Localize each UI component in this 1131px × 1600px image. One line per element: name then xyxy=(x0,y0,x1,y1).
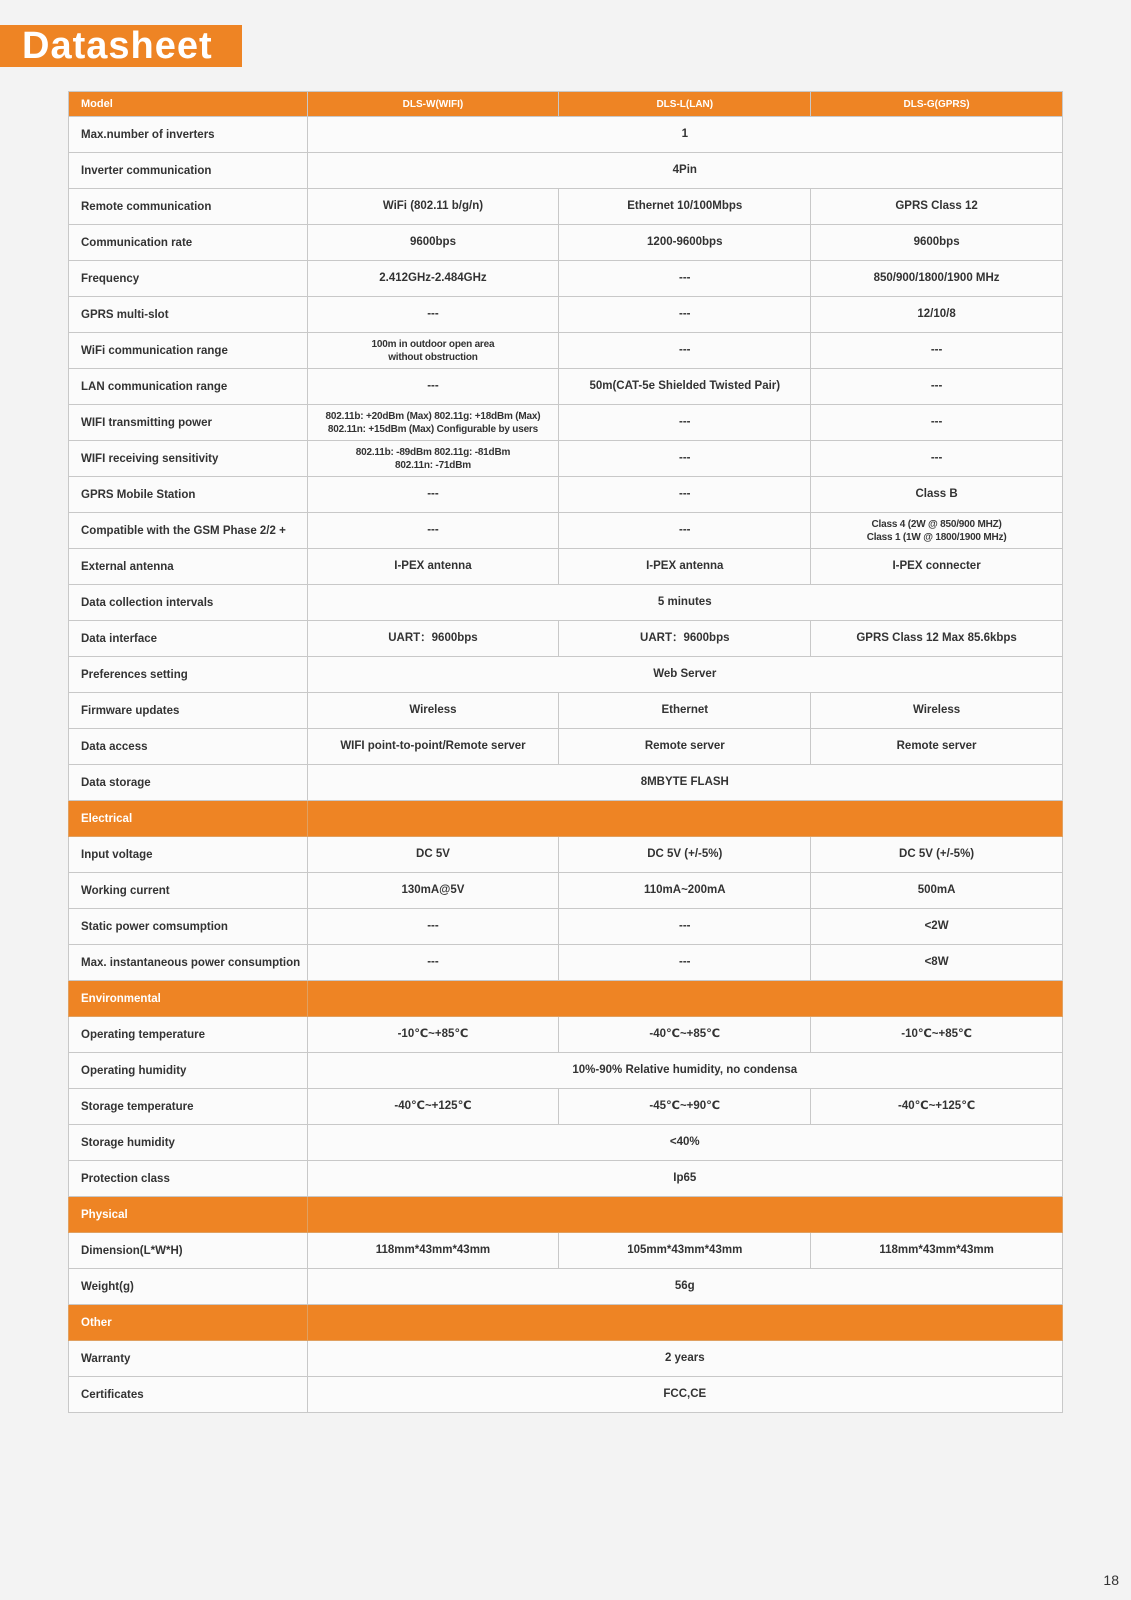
table-row xyxy=(69,837,1063,873)
row-value: --- xyxy=(811,441,1063,477)
table-row xyxy=(69,333,1063,369)
row-value: -10℃~+85℃ xyxy=(307,1017,559,1053)
row-value: Remote server xyxy=(811,729,1063,765)
row-value: 1200-9600bps xyxy=(559,225,811,261)
row-value: --- xyxy=(307,909,559,945)
section-row xyxy=(69,981,1063,1017)
row-value: --- xyxy=(307,477,559,513)
table-row xyxy=(69,297,1063,333)
table-row xyxy=(69,117,1063,153)
table-row xyxy=(69,585,1063,621)
table-row xyxy=(69,1341,1063,1377)
row-label: Storage humidity xyxy=(69,1125,308,1161)
table-row xyxy=(69,945,1063,981)
header-col-wifi: DLS-W(WIFI) xyxy=(307,92,559,117)
section-fill xyxy=(307,1197,1062,1233)
row-value: -10℃~+85℃ xyxy=(811,1017,1063,1053)
table-row xyxy=(69,1161,1063,1197)
row-value: Class 4 (2W @ 850/900 MHZ) Class 1 (1W @ 1800/1900 MHz) xyxy=(811,513,1063,549)
row-label: Data interface xyxy=(69,621,308,657)
table-row xyxy=(69,261,1063,297)
table-row xyxy=(69,621,1063,657)
row-label: Data access xyxy=(69,729,308,765)
row-label: Certificates xyxy=(69,1377,308,1413)
spec-table-body xyxy=(69,117,1063,1413)
page-number: 18 xyxy=(1103,1572,1119,1588)
row-label: Operating humidity xyxy=(69,1053,308,1089)
row-value: --- xyxy=(559,909,811,945)
table-row xyxy=(69,1053,1063,1089)
table-row xyxy=(69,477,1063,513)
row-value: <2W xyxy=(811,909,1063,945)
row-value: --- xyxy=(559,297,811,333)
row-value: Ip65 xyxy=(307,1161,1062,1197)
row-value: GPRS Class 12 Max 85.6kbps xyxy=(811,621,1063,657)
table-row xyxy=(69,441,1063,477)
section-row xyxy=(69,1197,1063,1233)
row-value: 56g xyxy=(307,1269,1062,1305)
row-value: 802.11b: +20dBm (Max) 802.11g: +18dBm (Max) 802.11n: +15dBm (Max) Configurable by users xyxy=(307,405,559,441)
row-value: Ethernet 10/100Mbps xyxy=(559,189,811,225)
row-value: 8MBYTE FLASH xyxy=(307,765,1062,801)
row-value: <40% xyxy=(307,1125,1062,1161)
row-value: Class B xyxy=(811,477,1063,513)
row-value: --- xyxy=(307,369,559,405)
row-value: 118mm*43mm*43mm xyxy=(811,1233,1063,1269)
row-label: Inverter communication xyxy=(69,153,308,189)
row-label: Protection class xyxy=(69,1161,308,1197)
row-value: 5 minutes xyxy=(307,585,1062,621)
row-value: 50m(CAT-5e Shielded Twisted Pair) xyxy=(559,369,811,405)
row-value: -45℃~+90℃ xyxy=(559,1089,811,1125)
row-value: DC 5V (+/-5%) xyxy=(811,837,1063,873)
row-value: GPRS Class 12 xyxy=(811,189,1063,225)
table-row xyxy=(69,1233,1063,1269)
row-value: 130mA@5V xyxy=(307,873,559,909)
row-label: Communication rate xyxy=(69,225,308,261)
spec-table xyxy=(68,91,1063,1413)
header-col-lan: DLS-L(LAN) xyxy=(559,92,811,117)
row-label: Working current xyxy=(69,873,308,909)
row-label: Storage temperature xyxy=(69,1089,308,1125)
row-value: 12/10/8 xyxy=(811,297,1063,333)
row-label: WiFi communication range xyxy=(69,333,308,369)
row-label: Compatible with the GSM Phase 2/2 + xyxy=(69,513,308,549)
row-value: I-PEX antenna xyxy=(559,549,811,585)
row-value: --- xyxy=(811,369,1063,405)
row-value: 802.11b: -89dBm 802.11g: -81dBm 802.11n: -71dBm xyxy=(307,441,559,477)
row-value: I-PEX antenna xyxy=(307,549,559,585)
row-label: Data storage xyxy=(69,765,308,801)
section-fill xyxy=(307,1305,1062,1341)
section-row xyxy=(69,1305,1063,1341)
row-value: UART：9600bps xyxy=(307,621,559,657)
row-value: 105mm*43mm*43mm xyxy=(559,1233,811,1269)
row-value: 110mA~200mA xyxy=(559,873,811,909)
header-col-gprs: DLS-G(GPRS) xyxy=(811,92,1063,117)
table-row xyxy=(69,693,1063,729)
row-value: --- xyxy=(559,333,811,369)
table-row xyxy=(69,873,1063,909)
table-row xyxy=(69,153,1063,189)
row-value: --- xyxy=(307,513,559,549)
row-value: 4Pin xyxy=(307,153,1062,189)
section-fill xyxy=(307,801,1062,837)
row-value: 2 years xyxy=(307,1341,1062,1377)
table-row xyxy=(69,405,1063,441)
row-value: --- xyxy=(307,945,559,981)
table-row xyxy=(69,1089,1063,1125)
table-row xyxy=(69,657,1063,693)
table-row xyxy=(69,549,1063,585)
row-label: LAN communication range xyxy=(69,369,308,405)
row-label: WIFI receiving sensitivity xyxy=(69,441,308,477)
row-label: Input voltage xyxy=(69,837,308,873)
row-value: -40℃~+85℃ xyxy=(559,1017,811,1053)
row-value: Ethernet xyxy=(559,693,811,729)
row-label: Operating temperature xyxy=(69,1017,308,1053)
row-value: 10%-90% Relative humidity, no condensa xyxy=(307,1053,1062,1089)
row-label: Frequency xyxy=(69,261,308,297)
row-value: --- xyxy=(559,405,811,441)
row-value: 2.412GHz-2.484GHz xyxy=(307,261,559,297)
row-value: --- xyxy=(559,945,811,981)
row-label: GPRS multi-slot xyxy=(69,297,308,333)
row-value: 850/900/1800/1900 MHz xyxy=(811,261,1063,297)
table-row xyxy=(69,729,1063,765)
row-value: Wireless xyxy=(307,693,559,729)
row-value: --- xyxy=(559,477,811,513)
row-value: Wireless xyxy=(811,693,1063,729)
row-value: <8W xyxy=(811,945,1063,981)
section-fill xyxy=(307,981,1062,1017)
row-label: GPRS Mobile Station xyxy=(69,477,308,513)
section-title: Environmental xyxy=(69,981,308,1017)
row-label: WIFI transmitting power xyxy=(69,405,308,441)
table-row xyxy=(69,1125,1063,1161)
row-value: UART：9600bps xyxy=(559,621,811,657)
table-header-row xyxy=(69,92,1063,117)
row-label: Dimension(L*W*H) xyxy=(69,1233,308,1269)
row-value: Remote server xyxy=(559,729,811,765)
section-title: Other xyxy=(69,1305,308,1341)
section-row xyxy=(69,801,1063,837)
header-model: Model xyxy=(69,92,308,117)
row-value: -40℃~+125℃ xyxy=(811,1089,1063,1125)
table-row xyxy=(69,369,1063,405)
row-label: Max. instantaneous power consumption xyxy=(69,945,308,981)
row-value: --- xyxy=(559,441,811,477)
row-value: 9600bps xyxy=(307,225,559,261)
row-label: Preferences setting xyxy=(69,657,308,693)
row-label: Weight(g) xyxy=(69,1269,308,1305)
row-label: External antenna xyxy=(69,549,308,585)
row-value: Web Server xyxy=(307,657,1062,693)
row-label: Static power comsumption xyxy=(69,909,308,945)
row-value: --- xyxy=(307,297,559,333)
row-value: 9600bps xyxy=(811,225,1063,261)
table-row xyxy=(69,513,1063,549)
row-value: 1 xyxy=(307,117,1062,153)
row-value: WIFI point-to-point/Remote server xyxy=(307,729,559,765)
page-title: Datasheet xyxy=(0,25,242,67)
row-label: Warranty xyxy=(69,1341,308,1377)
table-row xyxy=(69,909,1063,945)
row-value: 100m in outdoor open area without obstruction xyxy=(307,333,559,369)
row-value: --- xyxy=(811,405,1063,441)
table-row xyxy=(69,765,1063,801)
row-value: DC 5V xyxy=(307,837,559,873)
row-value: --- xyxy=(811,333,1063,369)
row-label: Firmware updates xyxy=(69,693,308,729)
row-value: --- xyxy=(559,261,811,297)
row-value: WiFi (802.11 b/g/n) xyxy=(307,189,559,225)
row-value: --- xyxy=(559,513,811,549)
row-value: 500mA xyxy=(811,873,1063,909)
row-label: Remote communication xyxy=(69,189,308,225)
row-value: FCC,CE xyxy=(307,1377,1062,1413)
row-value: -40℃~+125℃ xyxy=(307,1089,559,1125)
row-label: Max.number of inverters xyxy=(69,117,308,153)
row-label: Data collection intervals xyxy=(69,585,308,621)
table-row xyxy=(69,1377,1063,1413)
row-value: DC 5V (+/-5%) xyxy=(559,837,811,873)
section-title: Physical xyxy=(69,1197,308,1233)
table-row xyxy=(69,1269,1063,1305)
row-value: 118mm*43mm*43mm xyxy=(307,1233,559,1269)
table-row xyxy=(69,225,1063,261)
section-title: Electrical xyxy=(69,801,308,837)
table-row xyxy=(69,189,1063,225)
table-row xyxy=(69,1017,1063,1053)
row-value: I-PEX connecter xyxy=(811,549,1063,585)
